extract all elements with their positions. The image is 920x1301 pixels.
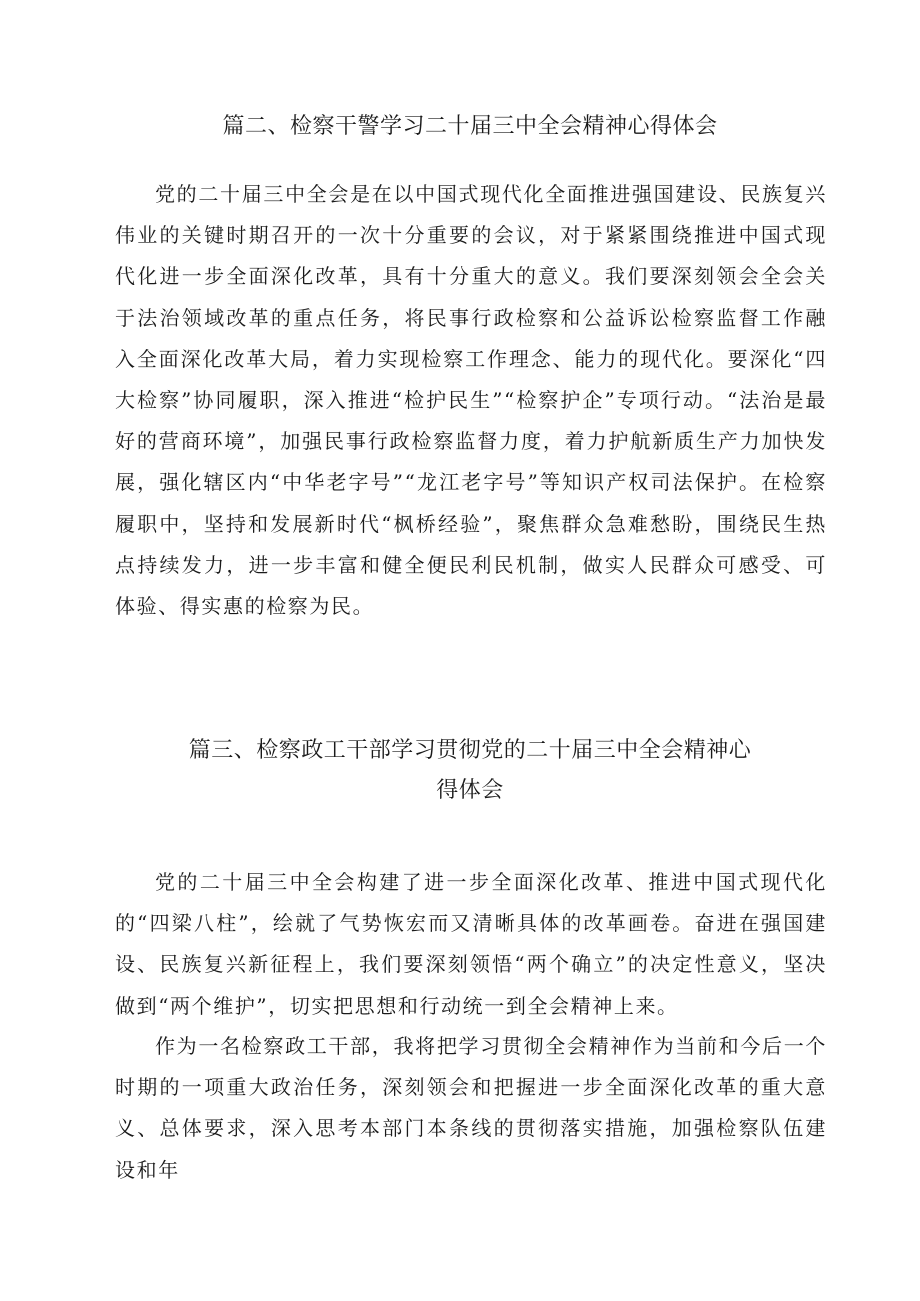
section-2-title: 篇二、检察干警学习二十届三中全会精神心得体会: [222, 114, 718, 139]
section-3-title-line-2: 得体会: [436, 778, 504, 803]
section-3-title: [115, 731, 825, 811]
section-2-paragraph-1: 党的二十届三中全会是在以中国式现代化全面推进强国建设、民族复兴伟业的关键时期召开的一次十分重要的会议，对于紧紧围绕推进中国式现代化进一步全面深化改革，具有十分重大的意义。我们要深刻领会全会关于法治领域改革的重点任务，将民事行政检察和公益诉讼检察监督工作融入全面深化改革大局，着力实现检察工作理念、能力的现代化。要深化“四大检察”协同履职，深入推进“检护民生”“检察护企”专项行动。“法治是最好的营商环境”，加强民事行政检察监督力度，着力护航新质生产力加快发展，强化辖区内“中华老字号”“龙江老字号”等知识产权司法保护。在检察履职中，坚持和发展新时代“枫桥经验”，聚焦群众急难愁盼，围绕民生热点持续发力，进一步丰富和健全便民利民机制，做实人民群众可感受、可体验、得实惠的检察为民。: [115, 182, 827, 619]
section-3-title-line-1: 篇三、检察政工干部学习贯彻党的二十届三中全会精神心: [188, 738, 752, 763]
section-3-paragraph-1: 党的二十届三中全会构建了进一步全面深化改革、推进中国式现代化的“四梁八柱”，绘就了气势恢宏而又清晰具体的改革画卷。奋进在强国建设、民族复兴新征程上，我们要深刻领悟“两个确立”的决定性意义，坚决做到“两个维护”，切实把思想和行动统一到全会精神上来。: [115, 870, 827, 1018]
section-3-paragraph-2: 作为一名检察政工干部，我将把学习贯彻全会精神作为当前和今后一个时期的一项重大政治任务，深刻领会和把握进一步全面深化改革的重大意义、总体要求，深入思考本部门本条线的贯彻落实措施，加强检察队伍建设和年: [115, 1034, 827, 1182]
